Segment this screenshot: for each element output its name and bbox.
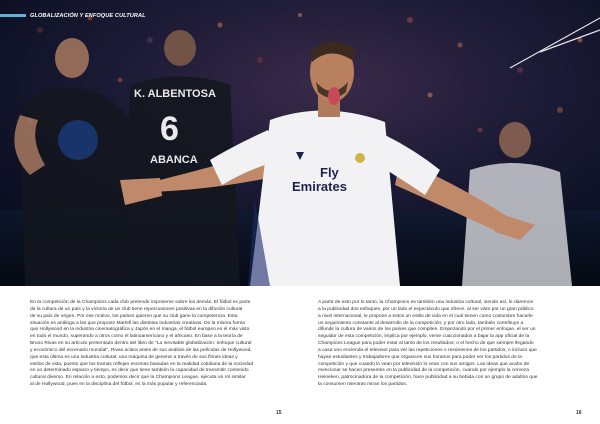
- text-line: y económico del escenario mundial", Rivas aclara antes de sus análisis de las películas de Hollywood,: [30, 347, 252, 353]
- jersey-sponsor: ABANCA: [150, 154, 198, 166]
- text-line: situación es análoga a las que propone Martell las distintas industrias creativas. De la misma forma: [30, 320, 246, 326]
- text-line: que Hollywood en la industria cinematográfica y Japón en el manga, el fútbol europeo es el más visto: [30, 327, 250, 333]
- text-line: a casa uno encienda el televisor para ver las repeticiones o resúmenes de los partidos, o incluso que: [318, 347, 537, 353]
- text-line: Champions League para poder estar al tanto de los resultados; o el hecho de que siempre llegando: [318, 341, 534, 347]
- text-line: mencionar se hacen presentes en la publicidad de la competición, cuando por ejemplo la cerveza: [318, 368, 529, 374]
- text-line: Heineken, patrocinadora de la competición, hace publicidad a su bebida con un grupo de adultos que: [318, 375, 538, 381]
- shirt-sponsor-line-1: Fly: [320, 165, 339, 180]
- page-number-right: 16: [576, 410, 582, 416]
- section-title: [0, 11, 146, 20]
- text-line: que esta última es una industria cultural, una máquina de generar a través de sus filmes ideas y: [30, 354, 238, 360]
- shirt-sponsor-line-2: Emirates: [292, 179, 347, 194]
- text-line: competición y que cuando lo vean por televisión lo vean con sus amigos. Las ideas que acabo de: [318, 361, 530, 367]
- text-line: un seguimiento constante al desarrollo de la competición; y por otro lado, también contribuye a: [318, 320, 524, 326]
- text-line: de la cultura de un país y la victoria de un club tiene repercusiones positivas en la difusión cultural: [30, 306, 243, 312]
- left-page-text: [30, 300, 288, 389]
- text-line: estilos de vida, puesto que las tramas reflejan escenas basadas en la realidad cotidiana de la sociedad: [30, 361, 254, 367]
- jersey-name: K. ALBENTOSA: [134, 88, 216, 100]
- text-line: hayan estudiantes y trabajadores que organicen sus horarios para poder ver los partidos de la: [318, 354, 522, 360]
- text-line: Bruno Rivas en su artículo presentado dentro del libro de "La inevitable globalización: enfoque cultural: [30, 341, 252, 347]
- right-page-text: [318, 300, 576, 389]
- text-line: de su país de origen. Por ese motivo, los países quieren que su club gane la competencia. Esta: [30, 313, 238, 319]
- section-title-text: GLOBALIZACIÓN Y ENFOQUE CULTURAL: [30, 12, 146, 19]
- club-crest-icon: [355, 153, 365, 163]
- jersey-number: 6: [160, 110, 179, 148]
- page-number-left: 15: [276, 410, 282, 416]
- text-line: seguidor de esta competición, implica por ejemplo, verse coaccionados a bajar la app oficial de la: [318, 334, 530, 340]
- section-accent-bar: [0, 14, 26, 17]
- text-line: cultural diverso. En relación a esto, podemos decir que la Champions League, ejecuta un rol similar: [30, 375, 246, 381]
- text-line: al de Hollywood, pues en la disciplina del fútbol, es la más popular y referenciada.: [30, 382, 208, 388]
- text-line: a nivel internacional, le propone a estos un estilo de vida en el cual tienen como costumbre hacerle: [318, 313, 533, 319]
- text-line: en un determinado espacio y tiempo, es decir que tiene también la capacidad de transmitir contenido: [30, 368, 249, 374]
- text-line: A partir de esto por lo tanto, la Champions es también una industria cultural, siendo así, le daremos: [318, 300, 534, 305]
- text-line: la consumen mientras miran los partidos.: [318, 382, 408, 388]
- text-line: En la competición de la Champions cada club pretende imponerse sobre los demás. El fútbol es parte: [30, 300, 251, 305]
- text-line: en todo el mundo, superando a otros como el latinoamericano y el africano. En base a la teoría de: [30, 334, 243, 340]
- text-line: a la publicidad dos enfoques, por un lado el espectáculo que ofrece, al ser visto por un gran público: [318, 306, 534, 312]
- text-line: difundir la cultura de varios de los países que compiten. Empezando por el primer enfoque, el ser un: [318, 327, 536, 333]
